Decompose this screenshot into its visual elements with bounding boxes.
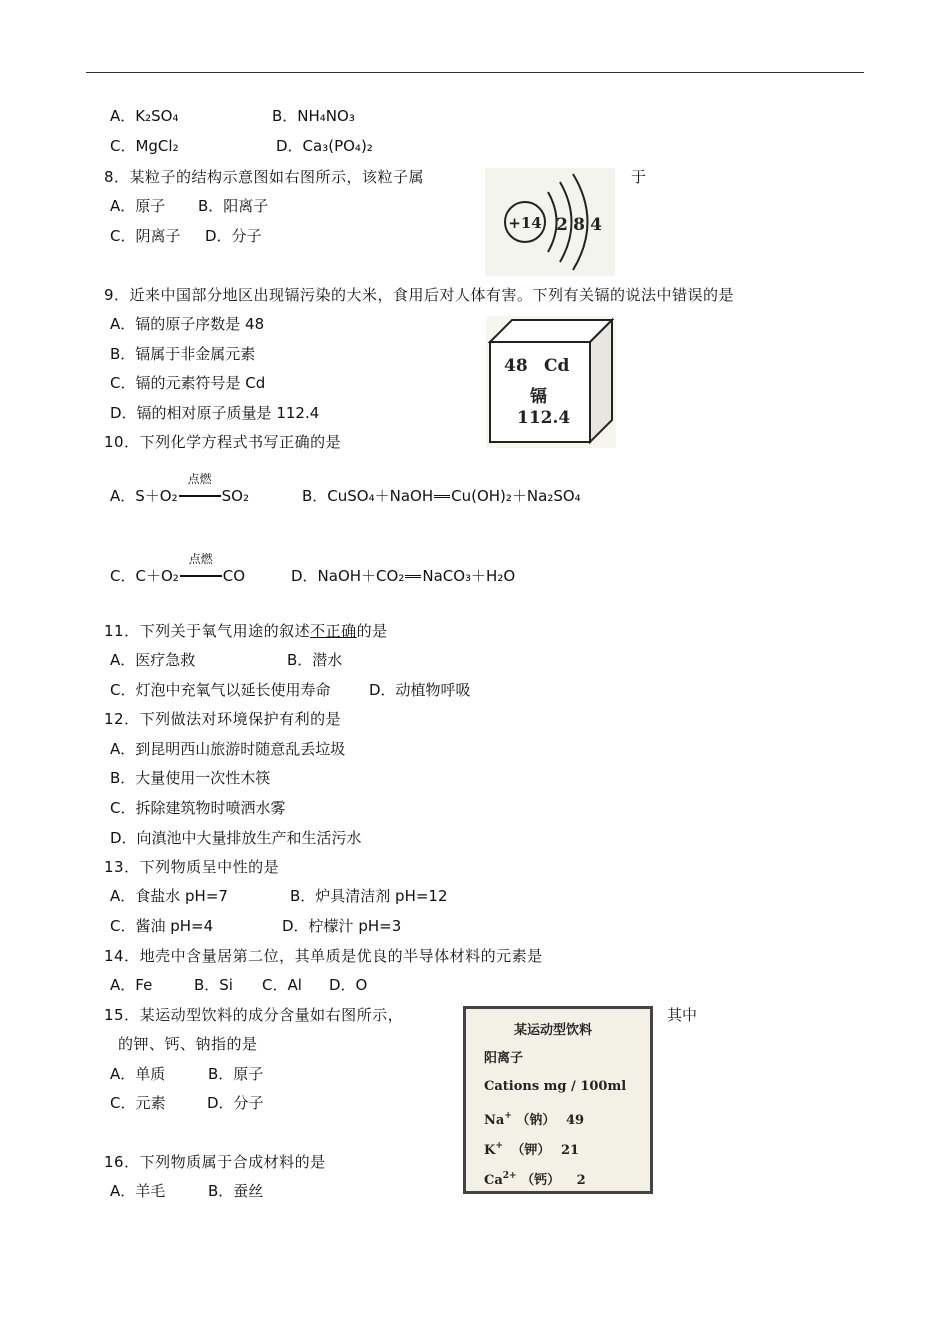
ion-name: （钾）	[511, 1143, 551, 1158]
q8-stem-tail: 于	[631, 168, 647, 186]
q10-a-reactants: A．S＋O₂	[110, 487, 178, 505]
q9-stem: 9．近来中国部分地区出现镉污染的大米，食用后对人体有害。下列有关镉的说法中错误的是	[104, 286, 735, 304]
q7-option-a: A．K₂SO₄	[110, 107, 179, 125]
q15-option-b: B．原子	[208, 1065, 264, 1083]
q11-option-b: B．潜水	[287, 651, 343, 669]
q12-option-b: B．大量使用一次性木筷	[110, 769, 271, 787]
q7-option-c: C．MgCl₂	[110, 137, 179, 155]
ion-name: （钙）	[521, 1173, 561, 1188]
q10-b-product: Cu(OH)₂＋Na₂SO₄	[451, 487, 581, 505]
q12-option-d: D．向滇池中大量排放生产和生活污水	[110, 829, 362, 847]
q10-c-reactants: C．C＋O₂	[110, 567, 179, 585]
element-atomic-number: 48	[504, 356, 528, 376]
cadmium-element-cell	[486, 316, 616, 448]
q13-stem: 13．下列物质呈中性的是	[104, 858, 280, 876]
q15-option-c: C．元素	[110, 1094, 166, 1112]
element-name: 镉	[530, 387, 547, 407]
q15-option-d: D．分子	[207, 1094, 264, 1112]
ignite-condition	[179, 552, 223, 586]
q15-stem: 15．某运动型饮料的成分含量如右图所示，	[104, 1006, 404, 1024]
ion-value: 2	[576, 1173, 586, 1188]
q10-option-b	[302, 486, 581, 506]
drink-title: 某运动型饮料	[514, 1023, 593, 1038]
q8-option-b: B．阳离子	[198, 197, 269, 215]
shell-electrons-2: 8	[573, 215, 585, 235]
q10-a-product: SO₂	[221, 487, 249, 505]
q12-option-c: C．拆除建筑物时喷洒水雾	[110, 799, 286, 817]
drink-label-figure	[463, 1006, 653, 1194]
q10-option-c	[110, 552, 246, 586]
nucleus-charge: +14	[508, 214, 542, 232]
atom-structure-svg	[485, 168, 615, 276]
q9-option-b: B．镉属于非金属元素	[110, 345, 256, 363]
atom-structure-diagram	[485, 168, 615, 276]
q8-option-a: A．原子	[110, 197, 166, 215]
q9-option-c: C．镉的元素符号是 Cd	[110, 374, 266, 392]
ion-name: （钠）	[516, 1113, 556, 1128]
q14-option-d: D．O	[329, 976, 368, 994]
ignite-condition	[178, 472, 222, 506]
q8-option-c: C．阴离子	[110, 227, 181, 245]
q9-option-a: A．镉的原子序数是 48	[110, 315, 265, 333]
condition-label: 点燃	[187, 472, 212, 486]
q12-stem: 12．下列做法对环境保护有利的是	[104, 710, 342, 728]
q13-option-b: B．炉具清洁剂 pH=12	[290, 887, 448, 905]
ion-charge: 2+	[502, 1171, 517, 1181]
q11-stem-pre: 11．下列关于氧气用途的叙述	[104, 622, 311, 640]
q10-c-product: CO	[222, 567, 246, 585]
q16-option-b: B．蚕丝	[208, 1182, 264, 1200]
ion-charge: +	[504, 1111, 512, 1121]
q11-stem	[104, 621, 388, 641]
q10-stem: 10．下列化学方程式书写正确的是	[104, 433, 342, 451]
q11-stem-underlined: 不正确	[310, 622, 357, 640]
q7-option-d: D．Ca₃(PO₄)₂	[276, 137, 373, 155]
q9-option-d: D．镉的相对原子质量是 112.4	[110, 404, 320, 422]
q16-stem: 16．下列物质属于合成材料的是	[104, 1153, 326, 1171]
q11-option-c: C．灯泡中充氧气以延长使用寿命	[110, 681, 331, 699]
ion-charge: +	[495, 1141, 503, 1151]
q15-option-a: A．单质	[110, 1065, 166, 1083]
q14-option-b: B．Si	[194, 976, 233, 994]
shell-electrons-1: 2	[556, 215, 568, 235]
q13-option-c: C．酱油 pH=4	[110, 917, 214, 935]
q14-option-a: A．Fe	[110, 976, 153, 994]
q14-stem: 14．地壳中含量居第二位，其单质是优良的半导体材料的元素是	[104, 947, 543, 965]
q10-option-a	[110, 472, 249, 506]
q13-option-a: A．食盐水 pH=7	[110, 887, 228, 905]
header-rule	[86, 72, 864, 73]
element-cube-svg	[486, 316, 616, 448]
q12-option-a: A．到昆明西山旅游时随意乱丢垃圾	[110, 740, 346, 758]
shell-electrons-3: 4	[590, 215, 602, 235]
ion-symbol: K	[484, 1143, 496, 1158]
drink-row-sodium	[484, 1109, 584, 1128]
q10-d-product: NaCO₃＋H₂O	[422, 567, 516, 585]
condition-label: 点燃	[188, 552, 213, 566]
ion-symbol: Na	[484, 1113, 505, 1128]
q8-stem: 8．某粒子的结构示意图如右图所示，该粒子属	[104, 168, 425, 186]
drink-row-potassium	[484, 1139, 579, 1158]
q15-stem-tail: 其中	[667, 1006, 698, 1024]
cube-side-face	[590, 320, 612, 442]
drink-row-calcium	[484, 1169, 586, 1188]
ion-symbol: Ca	[484, 1173, 503, 1188]
q16-option-a: A．羊毛	[110, 1182, 166, 1200]
q10-d-reactants: D．NaOH＋CO₂	[291, 567, 405, 585]
q8-option-d: D．分子	[205, 227, 262, 245]
ion-value: 21	[560, 1143, 580, 1158]
drink-subtitle: 阳离子	[484, 1051, 524, 1066]
q14-option-c: C．Al	[262, 976, 302, 994]
q11-option-a: A．医疗急救	[110, 651, 196, 669]
ion-value: 49	[565, 1113, 585, 1128]
q7-option-b: B．NH₄NO₃	[272, 107, 355, 125]
q11-option-d: D．动植物呼吸	[369, 681, 471, 699]
q13-option-d: D．柠檬汁 pH=3	[282, 917, 402, 935]
q10-option-d	[291, 566, 515, 586]
element-symbol: Cd	[544, 356, 570, 376]
q15-stem-line2: 的钾、钙、钠指的是	[118, 1035, 258, 1053]
drink-table-header: Cations mg / 100ml	[484, 1079, 627, 1094]
q10-b-reactants: B．CuSO₄＋NaOH	[302, 487, 434, 505]
element-atomic-mass: 112.4	[517, 408, 571, 428]
q11-stem-post: 的是	[356, 622, 388, 640]
